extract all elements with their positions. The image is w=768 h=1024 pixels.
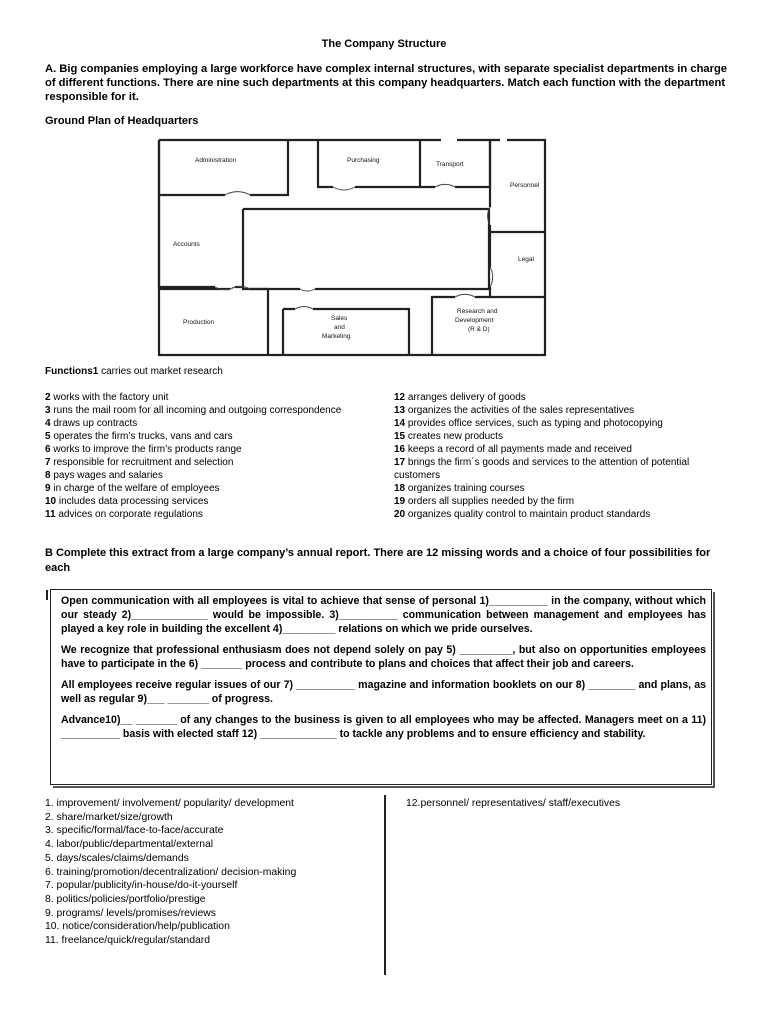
label-rd-line-2: Development xyxy=(455,317,494,324)
label-purchasing: Purchasing xyxy=(347,157,380,164)
ground-plan-heading: Ground Plan of Headquarters xyxy=(45,115,199,127)
choice-item: 4. labor/public/departmental/external xyxy=(45,839,214,851)
function-item: 17 brings the firm´s goods and services to the attention of potential customers xyxy=(394,457,690,481)
choice-item: 11. freelance/quick/regular/standard xyxy=(45,935,211,947)
function-item: 7 responsible for recruitment and selection xyxy=(45,457,234,468)
choice-item: 2. share/market/size/growth xyxy=(45,811,173,823)
legal-room xyxy=(490,232,545,297)
extract-paragraph: Advance10)__ _______ of any changes to the business is given to all employees who may be affected. Managers meet on a 11) __________ basis with elected staff 12) _____________ to tackle any problems and to ensure efficiency and stability. xyxy=(61,714,706,740)
annual-report-extract xyxy=(61,594,706,748)
function-item: 14 provides office services, such as typing and photocopying xyxy=(394,418,663,429)
accounts-room xyxy=(159,195,243,287)
choice-item: 9. programs/ levels/promises/reviews xyxy=(45,907,216,919)
function-1-text: carries out market research xyxy=(98,366,223,377)
section-a-instructions: A. Big companies employing a large workforce have complex internal structures, with separate specialist departments in charge of different functions. There are nine such departments at this company headquarters. Match each function with the department responsible for it. xyxy=(45,63,728,103)
extract-paragraph: All employees receive regular issues of our 7) __________ magazine and information booklets on our 8) ________ and plans, as well as regular 9)___ _______ of progress. xyxy=(61,679,706,705)
function-item: 6 works to improve the firm’s products range xyxy=(45,444,242,455)
function-item: 9 in charge of the welfare of employees xyxy=(45,483,220,494)
extract-paragraph: Open communication with all employees is vital to achieve that sense of personal 1)__________ in the company, without which our steady 2)_____________ would be impossible. 3)__________ communication between management and employees has played a key role in building the excellent 4)_________ relations on which we pride ourselves. xyxy=(61,595,706,635)
function-item: 18 organizes training courses xyxy=(394,483,525,494)
extract-paragraph: We recognize that professional enthusiasm does not depend solely on pay 5) _________, but also on opportunities employees have to participate in the 6) _______ process and contribute to plans and choices that affect their job and careers. xyxy=(61,644,706,670)
choice-item: 8. politics/policies/portfolio/prestige xyxy=(45,893,206,905)
function-item: 8 pays wages and salaries xyxy=(45,470,163,481)
courtyard xyxy=(243,209,489,289)
label-rd-line-3: (R & D) xyxy=(468,326,490,333)
functions-list-left xyxy=(45,391,345,521)
label-personnel: Personnel xyxy=(510,182,540,189)
label-legal: Legal xyxy=(518,256,534,263)
choice-item: 10. notice/consideration/help/publication xyxy=(45,921,230,933)
choice-item: 12.personnel/ representatives/ staff/executives xyxy=(406,798,621,809)
label-production: Production xyxy=(183,319,215,326)
administration-room xyxy=(159,140,288,195)
label-sales-line-2: and xyxy=(334,324,345,331)
choice-item: 3. specific/formal/face-to-face/accurate xyxy=(45,825,224,837)
functions-list-right xyxy=(394,391,734,521)
label-transport: Transport xyxy=(436,161,464,168)
function-item: 13 organizes the activities of the sales representatives xyxy=(394,405,635,416)
function-item: 11 advices on corporate regulations xyxy=(45,509,203,520)
label-rd-line-1: Research and xyxy=(457,308,498,315)
label-accounts: Accounts xyxy=(173,241,200,248)
functions-heading-word: Functions xyxy=(45,366,93,377)
column-divider xyxy=(384,795,386,975)
box-edge-mark xyxy=(46,590,48,600)
label-sales-line-3: Marketing xyxy=(322,333,351,340)
choice-item: 1. improvement/ involvement/ popularity/ development xyxy=(45,798,294,809)
function-item: 20 organizes quality control to maintain product standards xyxy=(394,509,651,520)
function-1-number: 1 xyxy=(92,366,99,377)
function-item: 5 operates the firm’s trucks, vans and cars xyxy=(45,431,233,442)
choices-list-left xyxy=(45,797,345,948)
function-item: 4 draws up contracts xyxy=(45,418,138,429)
label-sales-line-1: Sales xyxy=(331,315,348,322)
section-b-instructions: B Complete this extract from a large company’s annual report. There are 12 missing words and a choice of four possibilities for each xyxy=(45,547,711,574)
functions-heading xyxy=(45,366,223,377)
label-administration: Administration xyxy=(195,157,237,164)
choice-item: 5. days/scales/claims/demands xyxy=(45,852,189,864)
choice-item: 6. training/promotion/decentralization/ decision-making xyxy=(45,866,297,878)
function-item: 2 works with the factory unit xyxy=(45,392,169,403)
ground-plan-diagram xyxy=(155,137,547,359)
function-item: 15 creates new products xyxy=(394,431,503,442)
page-title: The Company Structure xyxy=(321,38,447,50)
function-item: 10 includes data processing services xyxy=(45,496,209,507)
choice-item: 7. popular/publicity/in-house/do-it-yourself xyxy=(45,880,238,892)
function-item: 3 runs the mail room for all incoming and outgoing correspondence xyxy=(45,405,342,416)
function-item: 19 orders all supplies needed by the firm xyxy=(394,496,575,507)
choices-list-right xyxy=(406,797,736,811)
function-item: 16 keeps a record of all payments made and received xyxy=(394,444,632,455)
function-item: 12 arranges delivery of goods xyxy=(394,392,526,403)
